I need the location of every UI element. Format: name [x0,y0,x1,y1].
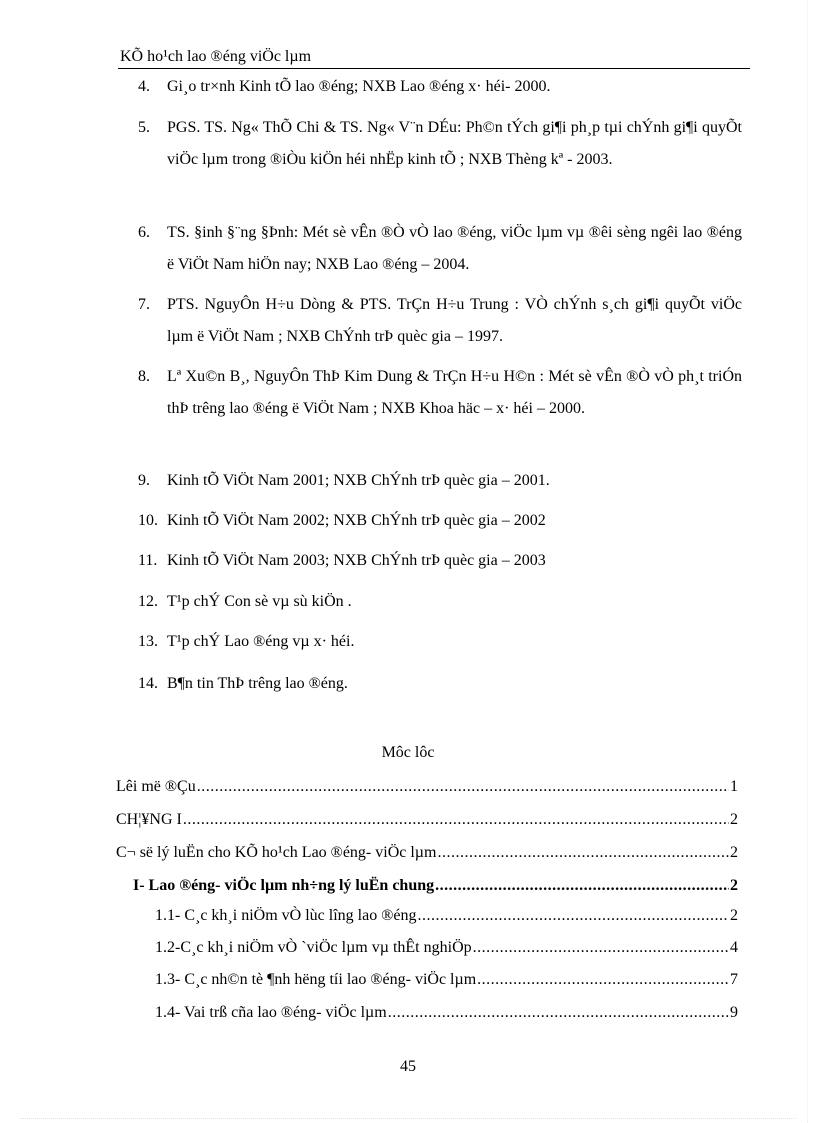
toc-entry[interactable] [155,938,738,958]
toc-entry-label: CH¦¥NG I [116,811,182,828]
toc-entry-page: 7 [730,971,738,988]
toc-leader-dots [183,810,729,830]
reference-text: TS. §inh §¨ng §Þnh: Mét sè vÊn ®Ò vÒ lao ®éng, viÖc lµm vµ ®êi sèng ngêi lao ®éng ë ViÖt Nam hiÖn nay; NXB Lao ®éng – 2004. [167,224,742,273]
page-right-divider [807,0,808,1123]
reference-number: 11. [138,552,158,569]
page-bottom-divider [20,1118,796,1119]
running-header [118,46,750,69]
toc-entry-page: 1 [730,778,738,795]
toc-entry-page: 2 [730,877,738,894]
toc-entry-page: 2 [730,907,738,924]
toc-entry-page: 4 [730,939,738,956]
toc-leader-dots [417,906,729,926]
toc-entry-label: 1.4- Vai trß cña lao ®éng- viÖc lµm [155,1004,387,1021]
toc-entry-label: 1.1- C¸c kh¸i niÖm vÒ lùc lîng lao ®éng [155,907,417,924]
toc-entry-page: 2 [730,844,738,861]
toc-leader-dots [435,876,729,896]
reference-text: Kinh tÕ ViÖt Nam 2003; NXB ChÝnh trÞ quèc gia – 2003 [167,552,546,569]
reference-text: Kinh tÕ ViÖt Nam 2002; NXB ChÝnh trÞ quèc gia – 2002 [167,512,546,529]
reference-text: T¹p chÝ Con sè vµ sù kiÖn . [167,593,352,610]
running-header-title: KÕ ho¹ch lao ®éng viÖc lµm [120,48,312,65]
toc-leader-dots [473,938,729,958]
reference-number: 14. [138,675,158,692]
reference-number: 5. [138,119,150,136]
reference-text: B¶n tin ThÞ trêng lao ®éng. [167,675,348,692]
reference-number: 6. [138,224,150,241]
toc-entry[interactable] [155,1003,738,1023]
toc-entry[interactable] [155,970,738,990]
toc-leader-dots [388,1003,729,1023]
reference-text: Lª Xu©n B¸, NguyÔn ThÞ Kim Dung & TrÇn H÷u H©n : Mét sè vÊn ®Ò vÒ ph¸t triÓn thÞ trêng lao ®éng ë ViÖt Nam ; NXB Khoa häc – x· héi – 2000. [167,368,742,417]
reference-number: 12. [138,593,158,610]
toc-entry[interactable] [116,777,738,797]
reference-number: 13. [138,633,158,650]
toc-entry-label: 1.2-C¸c kh¸i niÖm vÒ `viÖc lµm vµ thÊt nghiÖp [155,939,472,956]
toc-entry-label: Lêi më ®Çu [116,778,196,795]
toc-entry[interactable] [155,906,738,926]
reference-number: 9. [138,472,150,489]
toc-title: Môc lôc [381,744,435,761]
toc-entry-label: I- Lao ®éng- viÖc lµm nh÷ng lý luËn chung [133,877,435,894]
reference-text: PGS. TS. Ng« ThÕ Chi & TS. Ng« V¨n DÉu: Ph©n tÝch gi¶i ph¸p tµi chÝnh gi¶i quyÕt viÖc lµm trong ®iÒu kiÖn héi nhËp kinh tÕ ; NXB Thèng kª - 2003. [167,119,742,168]
toc-leader-dots [197,777,729,797]
reference-text: Kinh tÕ ViÖt Nam 2001; NXB ChÝnh trÞ quèc gia – 2001. [167,472,550,489]
toc-entry[interactable] [133,876,738,896]
toc-entry-page: 9 [730,1004,738,1021]
toc-leader-dots [477,970,729,990]
toc-entry-page: 2 [730,811,738,828]
toc-entry-label: C¬ së lý luËn cho KÕ ho¹ch Lao ®éng- viÖc lµm [116,844,437,861]
toc-entry[interactable] [116,843,738,863]
reference-text: Gi¸o tr×nh Kinh tÕ lao ®éng; NXB Lao ®éng x· héi- 2000. [167,78,551,95]
reference-number: 4. [138,78,150,95]
toc-entry-label: 1.3- C¸c nh©n tè ¶nh hëng tíi lao ®éng- viÖc lµm [155,971,477,988]
reference-number: 7. [138,296,150,313]
reference-text: T¹p chÝ Lao ®éng vµ x· héi. [167,633,355,650]
reference-text: PTS. NguyÔn H÷u Dòng & PTS. TrÇn H÷u Trung : VÒ chÝnh s¸ch gi¶i quyÕt viÖc lµm ë ViÖt Nam ; NXB ChÝnh trÞ quèc gia – 1997. [167,296,742,345]
toc-leader-dots [437,843,729,863]
toc-entry[interactable] [116,810,738,830]
page-number: 45 [400,1058,416,1075]
reference-number: 8. [138,368,150,385]
reference-number: 10. [138,512,158,529]
